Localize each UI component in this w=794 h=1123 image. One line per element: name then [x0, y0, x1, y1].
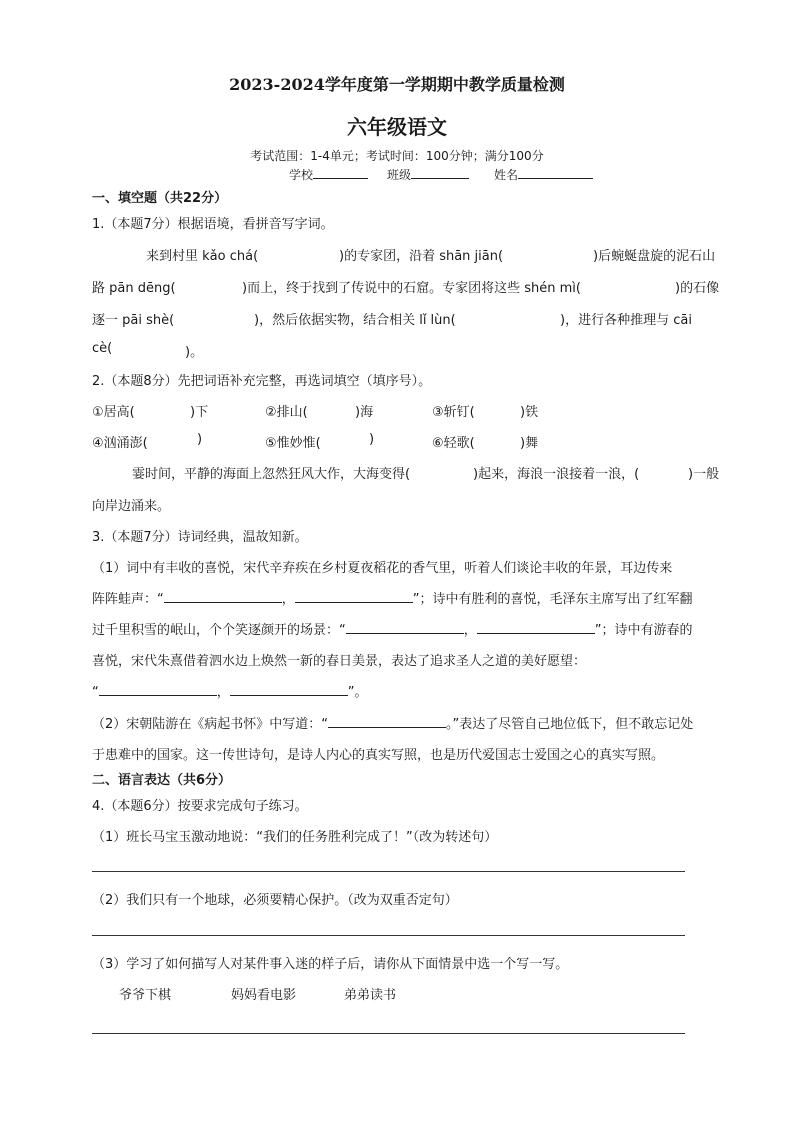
- answer-blank[interactable]: [230, 683, 348, 696]
- q3-line3-c: ”；诗中有游春的: [594, 623, 693, 638]
- q2-item-1-b: )下: [190, 405, 209, 420]
- q3-line2-b: ，: [281, 592, 295, 607]
- school-field[interactable]: [289, 166, 368, 183]
- q4-stem: 4.（本题6分）按要求完成句子练习。: [92, 799, 308, 814]
- q4-sub3: （3）学习了如何描写人对某件事入迷的样子后，请你从下面情景中选一个写一写。: [92, 957, 569, 972]
- q3-line5-c: ”。: [347, 685, 368, 700]
- answer-line-2[interactable]: [92, 935, 685, 936]
- exam-info: 考试范围：1-4单元；考试时间：100分钟；满分100分: [250, 149, 544, 163]
- q1-line3-a: 逐一 pāi shè(: [92, 313, 175, 328]
- q2-item-4-b: ): [197, 432, 203, 447]
- q1-line3-b: )，然后依据实物，结合相关 lǐ lùn(: [254, 313, 456, 328]
- q2-item-3-a: ③斩钉(: [432, 405, 475, 420]
- answer-line-3[interactable]: [92, 1033, 685, 1034]
- q1-line2-c: )的石像: [675, 281, 720, 296]
- school-label: 学校: [289, 168, 314, 182]
- q1-line2-a: 路 pān dēng(: [92, 281, 176, 296]
- q1-line2-b: )而上，终于找到了传说中的石窟。专家团将这些 shén mì(: [242, 281, 581, 296]
- q1-line3-c: )，进行各种推理与 cāi: [560, 313, 692, 328]
- q4-sub1: （1）班长马宝玉激动地说：“我们的任务胜利完成了！”（改为转述句）: [92, 830, 498, 845]
- q4-option-2: 妈妈看电影: [231, 988, 297, 1003]
- q3-line1: （1）词中有丰收的喜悦，宋代辛弃疾在乡村夏夜稻花的香气里，听着人们谈论丰收的年景，耳边传来: [92, 561, 673, 576]
- answer-blank[interactable]: [346, 621, 464, 634]
- answer-line-1[interactable]: [92, 871, 685, 872]
- class-field[interactable]: [387, 166, 469, 183]
- q2-passage-a: 霎时间，平静的海面上忽然狂风大作，大海变得(: [132, 467, 411, 482]
- q2-passage-2: 向岸边涌来。: [92, 499, 171, 514]
- q1-stem: 1.（本题7分）根据语境，看拼音写字词。: [92, 217, 334, 232]
- name-label: 姓名: [494, 168, 519, 182]
- name-blank[interactable]: [518, 166, 593, 179]
- subject-title: 六年级语文: [347, 115, 447, 139]
- q2-item-4-a: ④汹涌澎(: [92, 436, 148, 451]
- q2-passage-c: )一般: [688, 467, 720, 482]
- q3-line3: [92, 619, 693, 638]
- q1-line4-b: )。: [185, 345, 204, 360]
- answer-blank[interactable]: [477, 621, 595, 634]
- section2-heading: 二、语言表达（共6分）: [92, 773, 232, 788]
- q3-line5: [92, 681, 368, 700]
- q2-item-5-b: ): [369, 432, 375, 447]
- q1-line1-a: 来到村里 kǎo chá(: [146, 249, 259, 264]
- q3-line7: 于患难中的国家。这一传世诗句，是诗人内心的真实写照，也是历代爱国志士爱国之心的真实写照。: [92, 748, 665, 763]
- q2-item-6-b: )舞: [520, 436, 539, 451]
- q3-line6: [92, 713, 693, 732]
- school-blank[interactable]: [313, 166, 368, 179]
- q3-line5-a: “: [92, 685, 99, 700]
- q2-item-5-a: ⑤惟妙惟(: [265, 436, 321, 451]
- q3-line3-a: 过千里积雪的岷山，个个笑逐颜开的场景：“: [92, 623, 346, 638]
- q1-line1-c: )后蜿蜒盘旋的泥石山: [593, 249, 716, 264]
- class-blank[interactable]: [411, 166, 469, 179]
- exam-title: 2023-2024学年度第一学期期中教学质量检测: [229, 75, 565, 94]
- answer-blank[interactable]: [164, 590, 282, 603]
- q2-item-6-a: ⑥轻歌(: [432, 436, 475, 451]
- q3-line6-a: （2）宋朝陆游在《病起书怀》中写道：“: [92, 717, 329, 732]
- q1-line4-a: cè(: [92, 341, 113, 356]
- q3-stem: 3.（本题7分）诗词经典，温故知新。: [92, 530, 308, 545]
- q2-item-3-b: )铁: [520, 405, 539, 420]
- q3-line2-a: 阵阵蛙声：“: [92, 592, 164, 607]
- q3-line2: [92, 588, 693, 607]
- name-field[interactable]: [494, 166, 593, 183]
- q3-line3-b: ，: [463, 623, 477, 638]
- q4-sub2: （2）我们只有一个地球，必须要精心保护。（改为双重否定句）: [92, 893, 458, 908]
- answer-blank[interactable]: [99, 683, 217, 696]
- q4-option-3: 弟弟读书: [344, 988, 397, 1003]
- q3-line6-b: 。”表达了尽管自己地位低下，但不敢忘记处: [446, 717, 694, 732]
- q2-item-1-a: ①居高(: [92, 405, 135, 420]
- q2-item-2-a: ②排山(: [265, 405, 308, 420]
- q4-option-1: 爷爷下棋: [119, 988, 172, 1003]
- q1-line1-b: )的专家团，沿着 shān jiān(: [339, 249, 504, 264]
- section1-heading: 一、填空题（共22分）: [92, 191, 228, 206]
- q3-line4: 喜悦，宋代朱熹借着泗水边上焕然一新的春日美景，表达了追求圣人之道的美好愿望：: [92, 654, 587, 669]
- q2-stem: 2.（本题8分）先把词语补充完整，再选词填空（填序号）。: [92, 374, 432, 389]
- q2-passage-b: )起来，海浪一浪接着一浪，(: [473, 467, 640, 482]
- q3-line5-b: ，: [216, 685, 230, 700]
- q2-item-2-b: )海: [355, 405, 374, 420]
- q3-line2-c: ”；诗中有胜利的喜悦，毛泽东主席写出了红军翻: [412, 592, 693, 607]
- answer-blank[interactable]: [328, 715, 446, 728]
- answer-blank[interactable]: [295, 590, 413, 603]
- class-label: 班级: [387, 168, 412, 182]
